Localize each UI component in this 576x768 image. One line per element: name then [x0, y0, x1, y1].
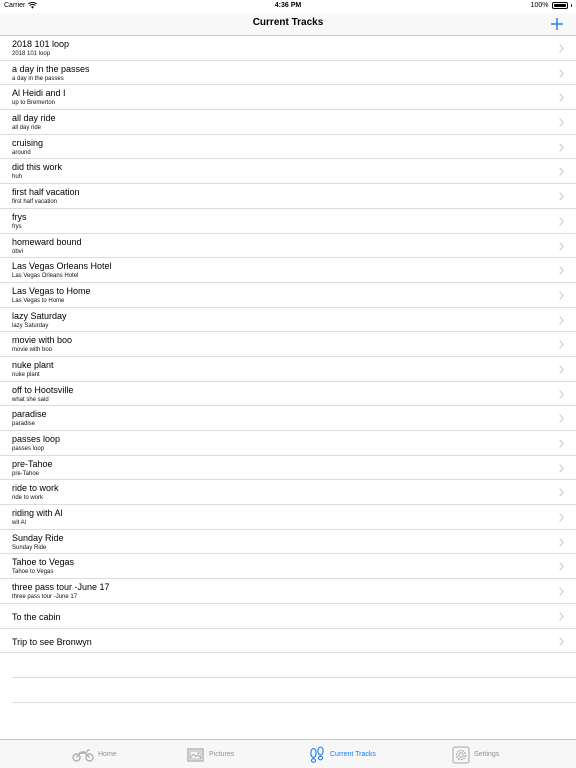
track-subtitle: what she said	[12, 396, 49, 403]
chevron-right-icon	[559, 340, 564, 349]
track-title: off to Hootsville	[12, 384, 74, 395]
track-row[interactable]	[0, 456, 576, 481]
track-subtitle: around	[12, 149, 31, 156]
chevron-right-icon	[559, 291, 564, 300]
page-title: Current Tracks	[252, 17, 324, 28]
track-title: Al Heidi and I	[12, 88, 66, 99]
tab-settings[interactable]	[452, 740, 499, 768]
chevron-right-icon	[559, 562, 564, 571]
track-title: riding with Al	[12, 508, 63, 519]
track-title: first half vacation	[12, 187, 80, 198]
chevron-right-icon	[559, 488, 564, 497]
track-row[interactable]	[0, 554, 576, 579]
plus-icon	[551, 18, 563, 30]
track-row[interactable]	[0, 505, 576, 530]
track-row[interactable]	[0, 579, 576, 604]
chevron-right-icon	[559, 439, 564, 448]
track-title: cruising	[12, 137, 44, 148]
track-row[interactable]	[0, 629, 576, 654]
track-title: Sunday Ride	[12, 532, 64, 543]
track-title: all day ride	[12, 113, 56, 124]
track-title: lazy Saturday	[12, 310, 67, 321]
chevron-right-icon	[559, 390, 564, 399]
track-row[interactable]	[0, 184, 576, 209]
track-title: three pass tour -June 17	[12, 582, 110, 593]
track-row[interactable]	[0, 382, 576, 407]
track-title: 2018 101 loop	[12, 39, 70, 49]
track-row[interactable]	[0, 604, 576, 629]
chevron-right-icon	[559, 612, 564, 621]
tab-pictures[interactable]	[187, 740, 234, 768]
chevron-right-icon	[559, 266, 564, 275]
track-subtitle: Sunday Ride	[12, 544, 47, 551]
chevron-right-icon	[559, 167, 564, 176]
chevron-right-icon	[559, 217, 564, 226]
track-title: Tahoe to Vegas	[12, 557, 75, 568]
track-title: Las Vegas Orleans Hotel	[12, 261, 112, 272]
navigation-bar	[0, 13, 576, 36]
status-time: 4:36 PM	[274, 2, 302, 9]
track-row[interactable]	[0, 357, 576, 382]
track-row[interactable]	[0, 234, 576, 259]
track-subtitle: obvi	[12, 248, 24, 255]
battery-indicator	[531, 2, 572, 9]
chevron-right-icon	[559, 192, 564, 201]
gears-icon	[452, 746, 470, 764]
track-subtitle: pre-Tahoe	[12, 470, 40, 477]
empty-row	[12, 678, 576, 703]
chevron-right-icon	[559, 118, 564, 127]
track-title: Las Vegas to Home	[12, 285, 91, 296]
chevron-right-icon	[559, 242, 564, 251]
battery-tip	[571, 4, 573, 7]
track-subtitle: lazy Saturday	[12, 322, 49, 329]
carrier-label: Carrier	[4, 2, 26, 9]
track-subtitle: paradise	[12, 421, 36, 428]
track-row[interactable]	[0, 530, 576, 555]
footprints-icon	[308, 746, 326, 764]
tab-bar	[0, 739, 576, 768]
track-subtitle: frys	[12, 223, 22, 230]
chevron-right-icon	[559, 538, 564, 547]
track-subtitle: Las Vegas Orleans Hotel	[12, 273, 79, 280]
chevron-right-icon	[559, 587, 564, 596]
track-row[interactable]	[0, 110, 576, 135]
track-subtitle: 2018 101 loop	[12, 51, 51, 57]
track-row[interactable]	[0, 85, 576, 110]
track-row[interactable]	[0, 283, 576, 308]
track-subtitle: Tahoe to Vegas	[12, 569, 54, 576]
tab-pictures-label: Pictures	[209, 751, 235, 758]
track-title: passes loop	[12, 434, 61, 444]
track-title: pre-Tahoe	[12, 458, 53, 469]
chevron-right-icon	[559, 69, 564, 78]
track-title: nuke plant	[12, 359, 54, 370]
track-row[interactable]	[0, 431, 576, 456]
chevron-right-icon	[559, 637, 564, 646]
chevron-right-icon	[559, 93, 564, 102]
battery-icon	[552, 2, 568, 9]
track-row[interactable]	[0, 406, 576, 431]
track-row[interactable]	[0, 61, 576, 86]
track-title: Trip to see Bronwyn	[12, 636, 92, 647]
pictures-icon	[187, 747, 205, 762]
add-track-button[interactable]	[548, 15, 566, 33]
track-title: movie with boo	[12, 335, 73, 346]
status-bar	[0, 0, 576, 13]
track-row[interactable]	[0, 209, 576, 234]
tab-home[interactable]	[72, 740, 117, 768]
track-row[interactable]	[0, 36, 576, 61]
empty-row	[12, 653, 576, 678]
battery-percent: 100%	[530, 2, 549, 9]
track-title: homeward bound	[12, 236, 82, 247]
track-subtitle: all day ride	[12, 125, 42, 132]
tab-settings-label: Settings	[474, 751, 500, 758]
track-subtitle: nuke plant	[12, 371, 40, 378]
track-row[interactable]	[0, 332, 576, 357]
track-subtitle: first half vacation	[12, 199, 58, 206]
track-subtitle: ride to work	[12, 495, 44, 502]
track-list[interactable]	[0, 36, 576, 703]
track-title: frys	[12, 211, 27, 222]
track-subtitle: a day in the passes	[12, 75, 64, 82]
track-subtitle: up to Bremerton	[12, 100, 56, 107]
chevron-right-icon	[559, 365, 564, 374]
track-title: paradise	[12, 409, 47, 420]
tab-current-tracks[interactable]	[308, 740, 376, 768]
track-row[interactable]	[0, 480, 576, 505]
track-subtitle: three pass tour -June 17	[12, 594, 78, 601]
track-subtitle: Las Vegas to Home	[12, 297, 65, 304]
chevron-right-icon	[559, 464, 564, 473]
track-row[interactable]	[0, 258, 576, 283]
chevron-right-icon	[559, 44, 564, 53]
track-title: a day in the passes	[12, 63, 90, 74]
chevron-right-icon	[559, 414, 564, 423]
track-title: ride to work	[12, 483, 59, 494]
track-title: To the cabin	[12, 611, 61, 622]
chevron-right-icon	[559, 143, 564, 152]
battery-fill	[554, 4, 566, 7]
chevron-right-icon	[559, 316, 564, 325]
tab-current-tracks-label: Current Tracks	[330, 751, 376, 758]
track-subtitle: huh	[12, 174, 23, 181]
tab-home-label: Home	[98, 751, 117, 758]
motorcycle-icon	[72, 748, 94, 762]
track-row[interactable]	[0, 135, 576, 160]
track-subtitle: wit Al	[12, 520, 27, 527]
track-row[interactable]	[0, 159, 576, 184]
track-row[interactable]	[0, 308, 576, 333]
chevron-right-icon	[559, 513, 564, 522]
track-subtitle: passes loop	[12, 446, 45, 452]
track-title: did this work	[12, 162, 63, 173]
track-subtitle: movie with boo	[12, 347, 53, 354]
